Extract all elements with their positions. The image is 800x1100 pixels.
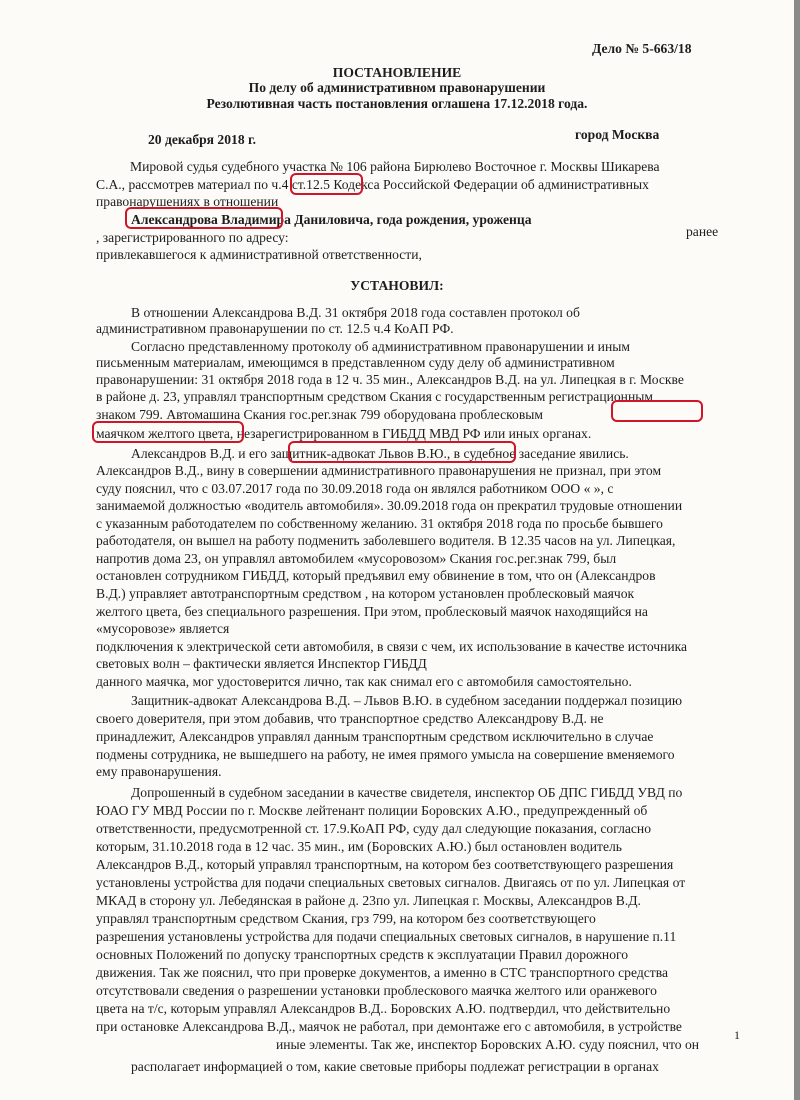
document-date: 20 декабря 2018 г.: [148, 132, 257, 147]
document-subtitle-announcement: Резолютивная часть постановления оглашена 17.12.2018 года.: [206, 96, 588, 111]
body-line: напротив дома 23, он управлял автомобилем «мусоровозом» Скания гос.рег.знак 799, был: [96, 551, 617, 566]
intro-line: С.А., рассмотрев материал по ч.4 ст.12.5 Кодекса Российской Федерации об административных: [96, 177, 649, 192]
body-line: своего доверителя, при этом добавив, что транспортное средство Александрову В.Д. не: [96, 711, 604, 726]
body-line: суду пояснил, что с 03.07.2017 года по 30.09.2018 года он являлся работником ООО « », с: [96, 481, 614, 496]
body-line: принадлежит, Александров управлял данным транспортным средством исключительно в случае: [96, 729, 654, 744]
body-line: отсутствовали сведения о разрешении установки проблескового маячка желтого или оранжевого: [96, 983, 657, 998]
body-line: МКАД в сторону ул. Лебедянская в районе д. 23по ул. Липецкая г. Москвы, Александров В.Д.: [96, 893, 641, 908]
case-number: Дело № 5-663/18: [592, 41, 692, 56]
body-line: административном правонарушении по ст. 12.5 ч.4 КоАП РФ.: [96, 321, 454, 336]
annotation-circle-beacon: [611, 400, 703, 422]
body-line: желтого цвета, без специального разрешения. При этом, проблесковый маячок находящийся на: [96, 604, 648, 619]
body-line: ЮАО ГУ МВД России по г. Москве лейтенант полиции Боровских А.Ю., предупрежденный об: [96, 803, 648, 818]
body-line: «мусоровозе» является: [96, 621, 230, 636]
body-line: Александров В.Д., который управлял транспортным, на котором без соответствующего разрешения: [96, 857, 674, 872]
body-line: подключения к электрической сети автомобиля, в связи с чем, их использование в качестве источника: [96, 639, 688, 654]
body-line: управлял транспортным средством Скания, грз 799, на котором без соответствующего: [96, 911, 596, 926]
intro-line: привлекавшегося к административной ответственности,: [96, 247, 422, 262]
document-title: ПОСТАНОВЛЕНИЕ: [332, 65, 462, 80]
body-line: установлены устройства для подачи специальных световых сигналов. Двигаясь от по ул. Липецкая от: [96, 875, 686, 890]
body-line: В.Д.) управляет автотранспортным средством , на котором установлен проблесковый маячок: [96, 586, 635, 601]
body-line: световых волн – фактически является Инспектор ГИБДД: [96, 656, 427, 671]
intro-line: ранее: [686, 224, 719, 239]
intro-line: , зарегистрированного по адресу:: [96, 230, 289, 245]
intro-line-defendant: Александрова Владимира Даниловича, года рождения, уроженца: [131, 212, 532, 227]
annotation-circle-beacon-color: [92, 421, 244, 443]
document-subtitle: По делу об административном правонарушении: [248, 80, 546, 95]
annotation-circle-article: [290, 173, 363, 195]
body-line: работодателя, он вышел на работу подменить заболевшего водителя. В 12.35 часов на ул. Липецкая,: [96, 533, 676, 548]
body-line: основных Положений по допуску транспортных средств к эксплуатации Правил дорожного: [96, 947, 629, 962]
body-line: остановлен сотрудником ГИБДД, который предъявил ему обвинение в том, что он (Александров: [96, 568, 656, 583]
body-line: разрешения установлены устройства для подачи специальных световых сигналов, в нарушение п.11: [96, 929, 677, 944]
body-line: Защитник-адвокат Александрова В.Д. – Львов В.Ю. в судебном заседании поддержал позицию: [131, 693, 683, 708]
page-number: 1: [734, 1028, 740, 1042]
body-line: ответственности, предусмотренной ст. 17.9.КоАП РФ, суду дал следующие показания, согласно: [96, 821, 651, 836]
body-line: данного маячка, мог удостоверится лично, так как снимал его с автомобиля самостоятельно.: [96, 674, 632, 689]
body-line: занимаемой должностью «водитель автомобиля». 30.09.2018 года он прекратил трудовые отношении: [96, 498, 683, 513]
document-city: город Москва: [575, 127, 660, 142]
body-line: с указанным работодателем по собственному желанию. 31 октября 2018 года по просьбе бывшего: [96, 516, 663, 531]
body-line: письменным материалам, имеющимся в представленном суду делу об административном: [96, 355, 615, 370]
annotation-circle-defender: [288, 441, 516, 463]
body-line: иные элементы. Так же, инспектор Боровских А.Ю. суду пояснил, что он: [276, 1037, 700, 1052]
body-line: маячком желтого цвета, незарегистрированном в ГИБДД МВД РФ или иных органах.: [96, 426, 592, 441]
body-line: Допрошенный в судебном заседании в качестве свидетеля, инспектор ОБ ДПС ГИБДД УВД по: [131, 785, 683, 800]
intro-line: правонарушениях в отношении: [96, 194, 279, 209]
body-line: которым, 31.10.2018 года в 12 час. 35 мин., им (Боровских А.Ю.) был остановлен водитель: [96, 839, 623, 854]
section-title: УСТАНОВИЛ:: [350, 278, 444, 293]
body-line: Александров В.Д., вину в совершении административного правонарушения не признал, при этом: [96, 463, 662, 478]
body-line: Александров В.Д. и его защитник-адвокат Львов В.Ю., в судебное заседание явились.: [131, 446, 629, 461]
body-line: Согласно представленному протоколу об административном правонарушении и иным: [131, 339, 630, 354]
body-line: ему правонарушения.: [96, 764, 222, 779]
body-line: цвета на т/с, которым управлял Александров В.Д.. Боровских А.Ю. подтвердил, что действительно: [96, 1001, 671, 1016]
body-line: движения. Так же пояснил, что при проверке документов, а именно в СТС транспортного средства: [96, 965, 668, 980]
body-line: в районе д. 23, управлял транспортным средством Скания с государственным регистрационным: [96, 389, 653, 404]
body-line: правонарушении: 31 октября 2018 года в 12 ч. 35 мин., Александров В.Д. на ул. Липецкая в г. Москве: [96, 372, 684, 387]
body-line: знаком 799. Автомашина Скания гос.рег.знак 799 оборудована проблесковым: [96, 407, 544, 422]
intro-line: Мировой судья судебного участка № 106 района Бирюлево Восточное г. Москвы Шикарева: [130, 159, 660, 174]
body-line: В отношении Александрова В.Д. 31 октября 2018 года составлен протокол об: [131, 305, 580, 320]
body-line: при остановке Александрова В.Д., маячок не работал, при демонтаже его с автомобиля, в устройстве: [96, 1019, 682, 1034]
body-line: подмены сотрудника, не вышедшего на работу, не имея прямого умысла на совершение вменяемого: [96, 747, 675, 762]
annotation-circle-name: [125, 207, 283, 229]
body-line: располагает информацией о том, какие световые приборы подлежат регистрации в органах: [131, 1059, 659, 1074]
